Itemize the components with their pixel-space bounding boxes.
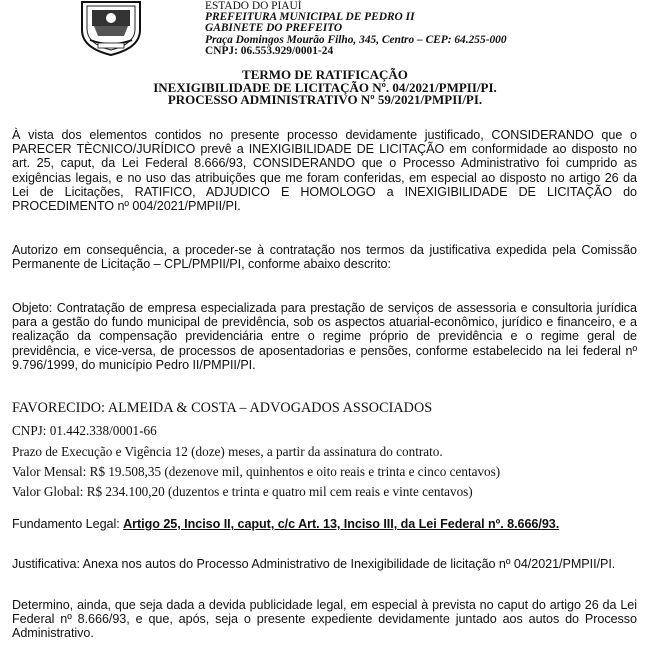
paragraph-fundamento [12,517,637,531]
header-state: ESTADO DO PIAUÍ [205,0,302,12]
fundamento-text: Artigo 25, Inciso II, caput, c/c Art. 13, Inciso III, da Lei Federal nº. 8.666/93. [123,517,560,531]
title-line-2: INEXIGIBILIDADE DE LICITAÇÃO Nº. 04/2021/PMPII/PI. [153,79,497,95]
paragraph-autorizo: Autorizo em consequência, a proceder-se à contratação nos termos da justificativa expedida pela Comissão Permanente de Licitação – CPL/PMPII/PI, conforme abaixo descrito: [12,243,637,272]
header-address: Praça Domingos Mourão Filho, 345, Centro – CEP: 64.255-000 [205,33,507,46]
municipal-crest-icon [78,0,144,56]
header-cnpj: CNPJ: 06.553.929/0001-24 [205,44,334,57]
paragraph-ratificacao: À vista dos elementos contidos no presente processo devidamente justificado, CONSIDERANDO que o PARECER TÈCNICO/JURÍDICO prevê a INEXIGIBILIDADE DE LICITAÇÃO em conformidade ao disposto no art. 25, caput, da Lei Federal 8.666/93, CONSIDERANDO que o Processo Administrativo foi cumprido as exigências legais, e no uso das atribuições que me foram conferidas, em especial ao disposto no artigo 26 da Lei de Licitações, RATIFICO, ADJUDICO E HOMOLOGO a INEXIGIBILIDADE DE LICITAÇÃO do PROCEDIMENTO nº 004/2021/PMPII/PI. [12,128,637,214]
prazo-line: Prazo de Execução e Vigência 12 (doze) meses, a partir da assinatura do contrato. [12,444,443,459]
document-title [0,69,650,107]
title-line-3: PROCESSO ADMINISTRATIVO Nº 59/2021/PMPII/PI. [167,92,483,108]
header-block [205,1,645,57]
cnpj-line: CNPJ: 01.442.338/0001-66 [12,423,157,438]
header-gabinete: GABINETE DO PREFEITO [205,22,343,35]
paragraph-objeto: Objeto: Contratação de empresa especializada para prestação de serviços de assessoria e consultoria jurídica para a gestão do fundo municipal de previdência, sob os aspectos atuarial-econômico, jurídico e financeiro, e a realização da compensação previdenciária entre o regime próprio de previdência e o regime geral de previdência, e vice-versa, de processos de aposentadorias e pensões, conforme estabelecido na lei federal nº 9.796/1999, do município Pedro II/PMPII/PI. [12,301,637,372]
paragraph-justificativa: Justificativa: Anexa nos autos do Processo Administrativo de Inexigibilidade de licitação nº 04/2021/PMPII/PI. [12,557,616,571]
fundamento-label: Fundamento Legal: [12,517,124,531]
title-line-1: TERMO DE RATIFICAÇÃO [242,67,408,82]
header-prefeitura: PREFEITURA MUNICIPAL DE PEDRO II [205,11,415,24]
paragraph-determino: Determino, ainda, que seja dada a devida publicidade legal, em especial à prevista no caput do artigo 26 da Lei Federal nº 8.666/93, e que, após, seja o presente expediente devidamente juntado aos autos do Processo Administrativo. [12,598,637,641]
valor-global-line: Valor Global: R$ 234.100,20 (duzentos e trinta e quatro mil cem reais e vinte centavos) [12,484,473,499]
valor-mensal-line: Valor Mensal: R$ 19.508,35 (dezenove mil, quinhentos e oito reais e trinta e cinco centavos) [12,464,501,479]
favorecido-line: FAVORECIDO: ALMEIDA & COSTA – ADVOGADOS ASSOCIADOS [12,400,433,416]
